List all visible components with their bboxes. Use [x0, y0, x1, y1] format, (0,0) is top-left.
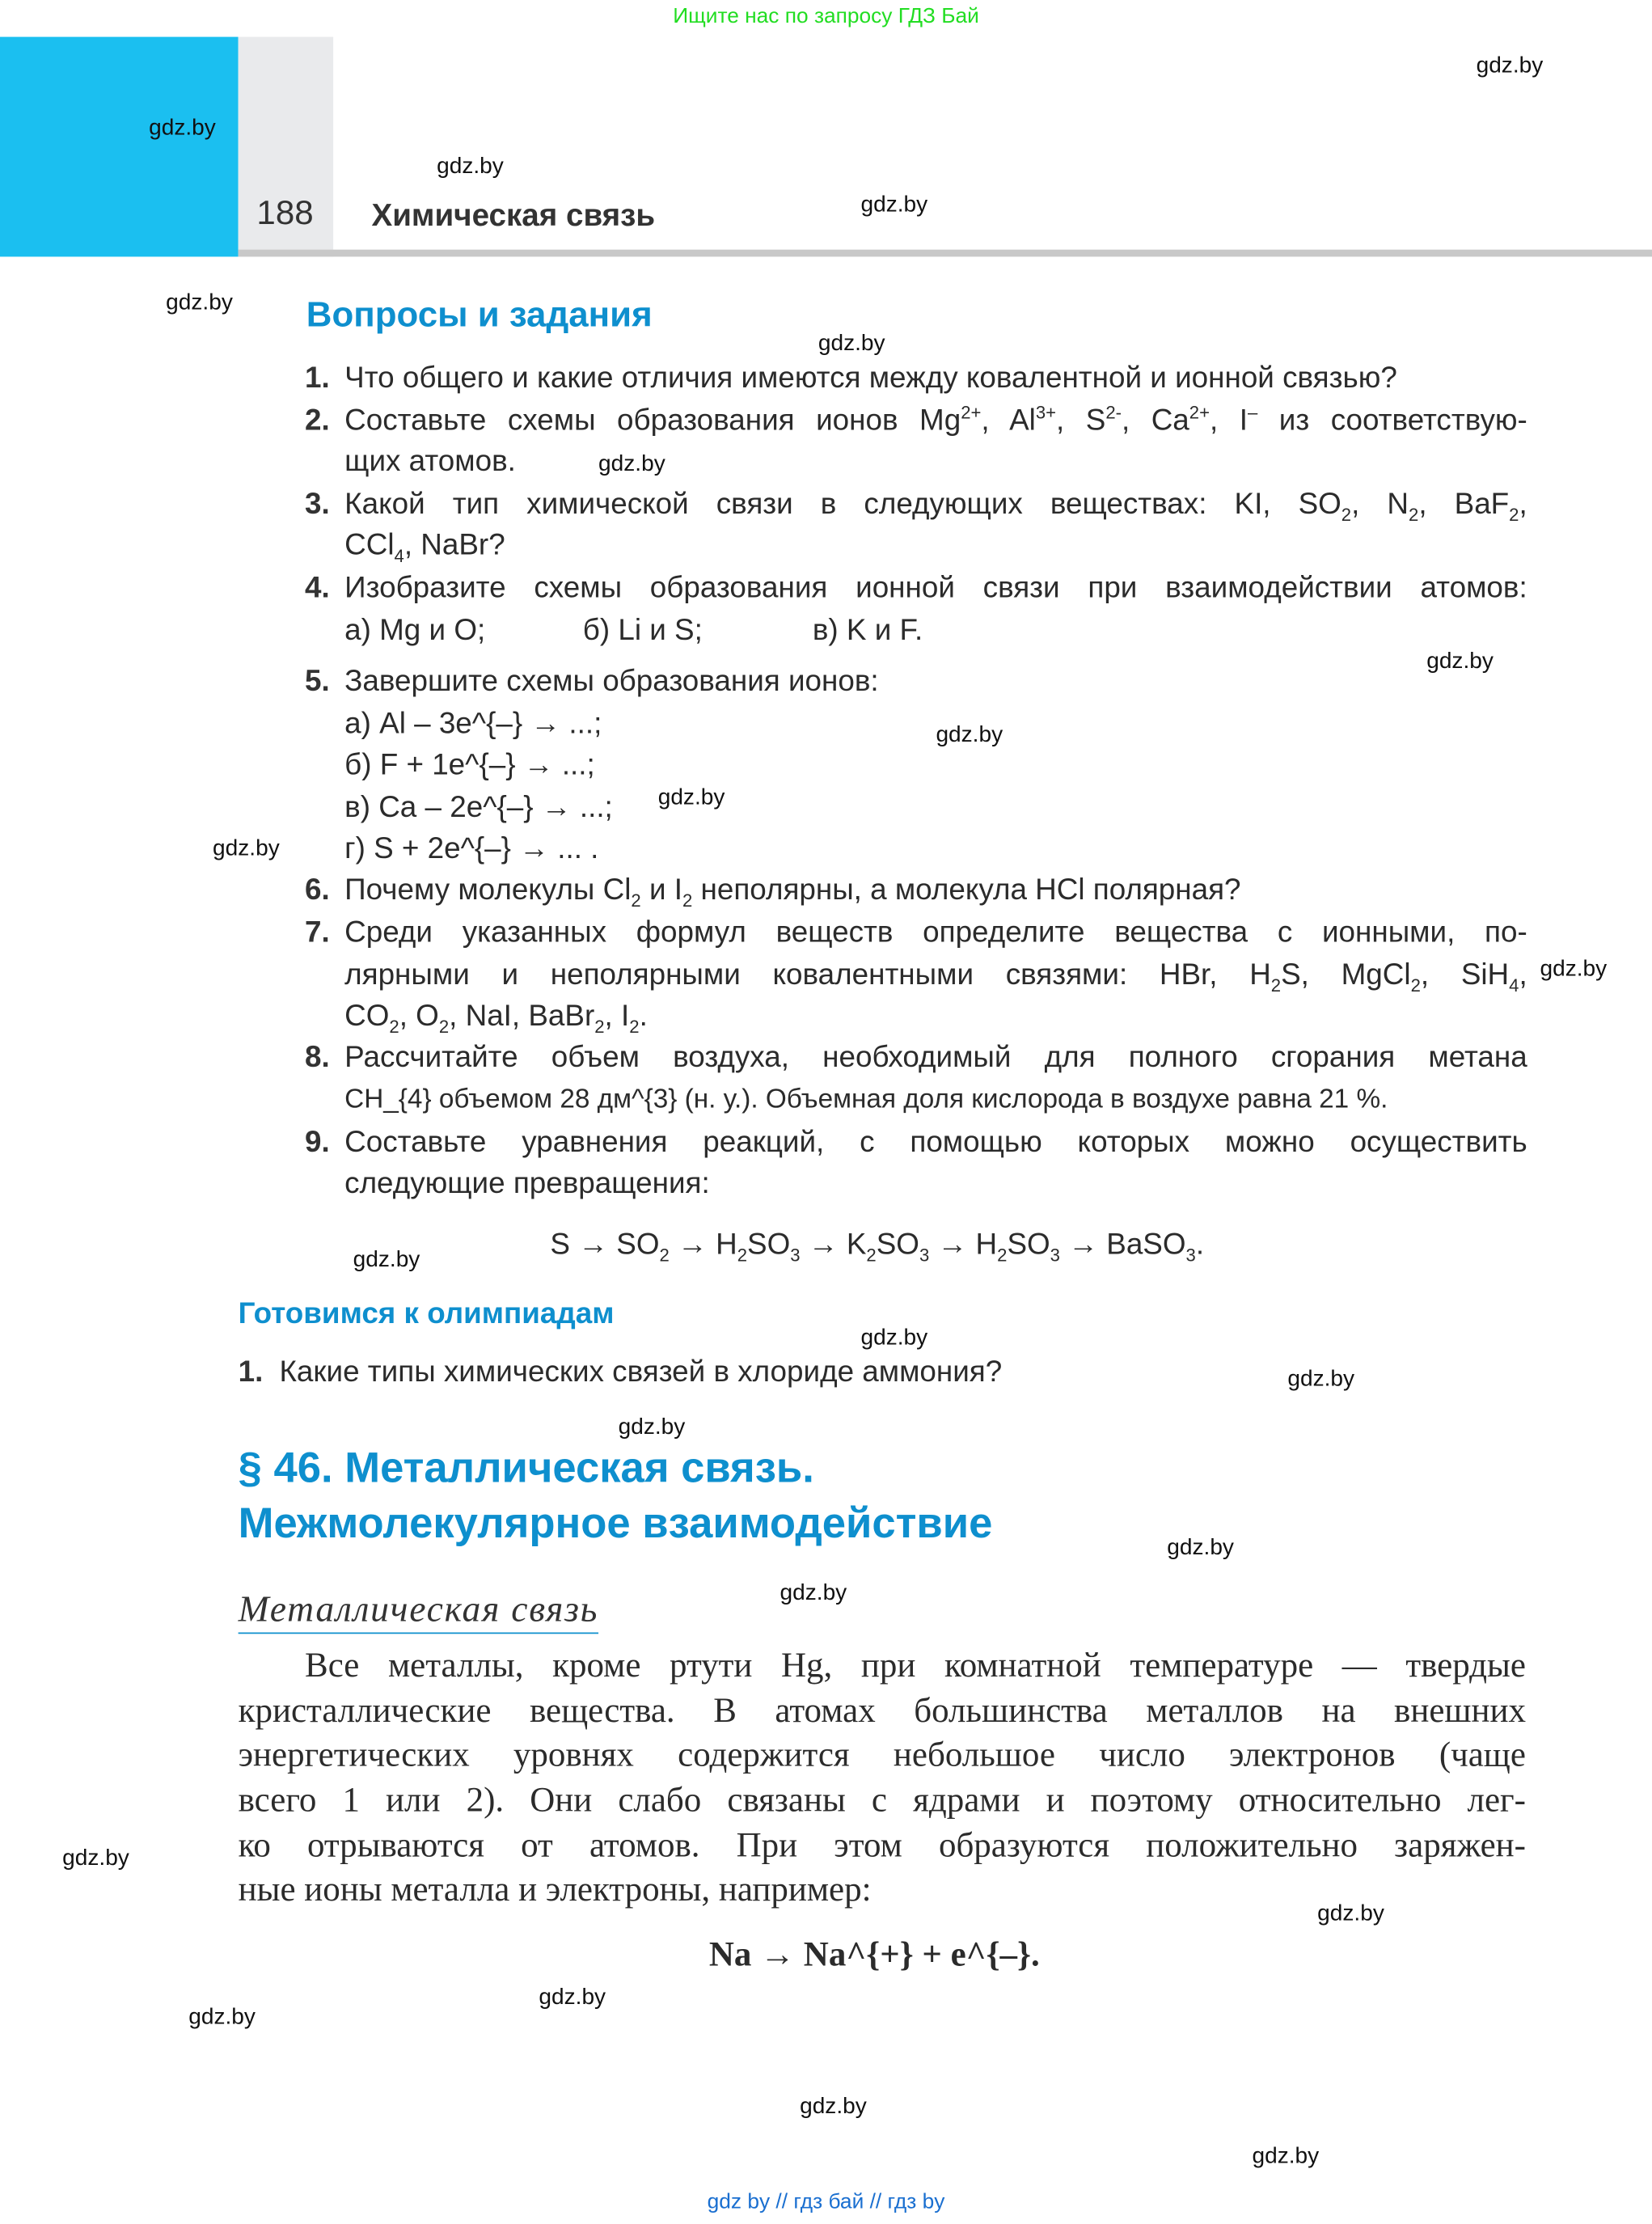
header-divider [239, 250, 1652, 257]
question-text: Какой тип химической связи в следующих веществах: KI, $SO_2$, $N_2$, BaF$_2$, [344, 488, 1527, 526]
reaction-chain: $S \to SO_2 \to H_2SO_3 \to K_2SO_3 \to H_2SO_3$ → BaSO$_3$. [550, 1228, 1205, 1266]
page-number: 188 [256, 194, 314, 233]
question-option: б) F + 1e^{–} → ...; [344, 748, 595, 782]
question-number: 4. [305, 571, 330, 605]
question-option: г) S + 2e^{–} → ... . [344, 832, 599, 865]
watermark: gdz.by [1252, 2144, 1320, 2169]
body-line: ные ионы металла и электроны, например: [238, 1871, 872, 1909]
body-line: Все металлы, кроме ртути Hg, при комнатной температуре — твердые [305, 1647, 1526, 1685]
watermark: gdz.by [800, 2095, 867, 2120]
watermark: gdz.by [437, 154, 504, 179]
question-number: 7. [305, 915, 330, 949]
question-number: 6. [305, 873, 330, 907]
watermark: gdz.by [353, 1248, 420, 1273]
question-number: 8. [305, 1041, 330, 1074]
watermark: gdz.by [149, 116, 216, 141]
question-option: а) Mg и O; [344, 614, 486, 647]
watermark: gdz.by [598, 452, 665, 477]
question-text: Изобразите схемы образования ионной связи при взаимодействии атомов: [344, 571, 1527, 605]
subheading: Металлическая связь [239, 1588, 599, 1634]
question-text: щих атомов. [344, 445, 516, 478]
question-text: CH_{4} объемом 28 дм^{3} (н. у.). Объемная доля кислорода в воздухе равна 21 %. [344, 1085, 1388, 1115]
question-text: Составьте уравнения реакций, с помощью которых можно осуществить [344, 1126, 1527, 1159]
watermark: gdz.by [780, 1581, 847, 1606]
body-line: ко отрываются от атомов. При этом образуются положительно заряжен- [238, 1826, 1526, 1866]
watermark: gdz.by [213, 836, 280, 861]
question-text: следующие превращения: [344, 1167, 710, 1200]
ionization-equation: Na → Na^{+} + e^{–}. [708, 1935, 1040, 1975]
body-line: всего 1 или 2). Они слабо связаны с ядрами и поэтому относительно лег- [238, 1781, 1526, 1820]
question-text: CCl$_4$, NaBr? [344, 529, 505, 567]
question-option: в) Ca – 2e^{–} → ...; [344, 791, 613, 824]
watermark: gdz.by [1287, 1367, 1355, 1392]
watermark: gdz.by [1540, 957, 1608, 982]
question-text: Почему молекулы $Cl_2$ и $I_2$ неполярны, а молекула HCl полярная? [344, 873, 1241, 911]
footer-links[interactable]: gdz by // гдз бай // гдз by [707, 2189, 945, 2214]
watermark: gdz.by [166, 290, 233, 315]
watermark: gdz.by [188, 2005, 256, 2030]
watermark: gdz.by [936, 723, 1003, 748]
question-text: Завершите схемы образования ионов: [344, 665, 879, 698]
question-option: а) Al – 3e^{–} → ...; [344, 708, 602, 741]
section-title: Межмолекулярное взаимодействие [238, 1500, 993, 1548]
question-text: Рассчитайте объем воздуха, необходимый для полного сгорания метана [344, 1041, 1527, 1074]
watermark: gdz.by [62, 1846, 129, 1871]
watermark: gdz.by [1167, 1536, 1234, 1561]
body-line: кристаллические вещества. В атомах большинства металлов на внешних [238, 1692, 1526, 1731]
watermark: gdz.by [818, 332, 885, 357]
question-text: Среди указанных формул веществ определите вещества с ионными, по- [344, 915, 1527, 949]
question-option: б) Li и S; [582, 614, 703, 647]
question-number: 2. [305, 404, 330, 438]
question-number: 1. [305, 362, 330, 395]
watermark: gdz.by [1317, 1901, 1384, 1926]
questions-heading: Вопросы и задания [306, 294, 653, 335]
olympiad-heading: Готовимся к олимпиадам [238, 1297, 615, 1330]
question-option: в) K и F. [812, 614, 923, 647]
watermark: gdz.by [1426, 649, 1494, 674]
question-number: 9. [305, 1126, 330, 1159]
body-line: энергетических уровнях содержится небольшое число электронов (чаще [238, 1736, 1526, 1774]
question-text: Составьте схемы образования ионов $Mg^{2+}$, $Al^{3+}$, $S^{2-}$, $Ca^{2+}$, I– из соответствую- [344, 403, 1527, 438]
chapter-title: Химическая связь [371, 197, 656, 233]
watermark: gdz.by [618, 1415, 686, 1440]
question-text: Какие типы химических связей в хлориде аммония? [279, 1355, 1003, 1389]
question-text: лярными и неполярными ковалентными связями: HBr, $H_2S$, MgCl$_2$, SiH$_4$, [344, 958, 1527, 996]
question-text: $CO_2$, $O_2$, NaI, BaBr$_2$, $I_2$. [344, 1000, 648, 1038]
watermark: gdz.by [657, 785, 725, 810]
watermark: gdz.by [860, 1326, 928, 1351]
question-text: Что общего и какие отличия имеются между ковалентной и ионной связью? [344, 362, 1397, 395]
section-title: § 46. Металлическая связь. [238, 1445, 814, 1492]
watermark: gdz.by [860, 192, 928, 218]
question-number: 1. [238, 1355, 264, 1389]
watermark: gdz.by [539, 1985, 606, 2010]
question-number: 5. [305, 665, 330, 698]
search-banner[interactable]: Ищите нас по запросу ГДЗ Бай [673, 4, 979, 29]
question-number: 3. [305, 488, 330, 521]
header-color-band [0, 37, 239, 257]
watermark: gdz.by [1476, 53, 1544, 78]
